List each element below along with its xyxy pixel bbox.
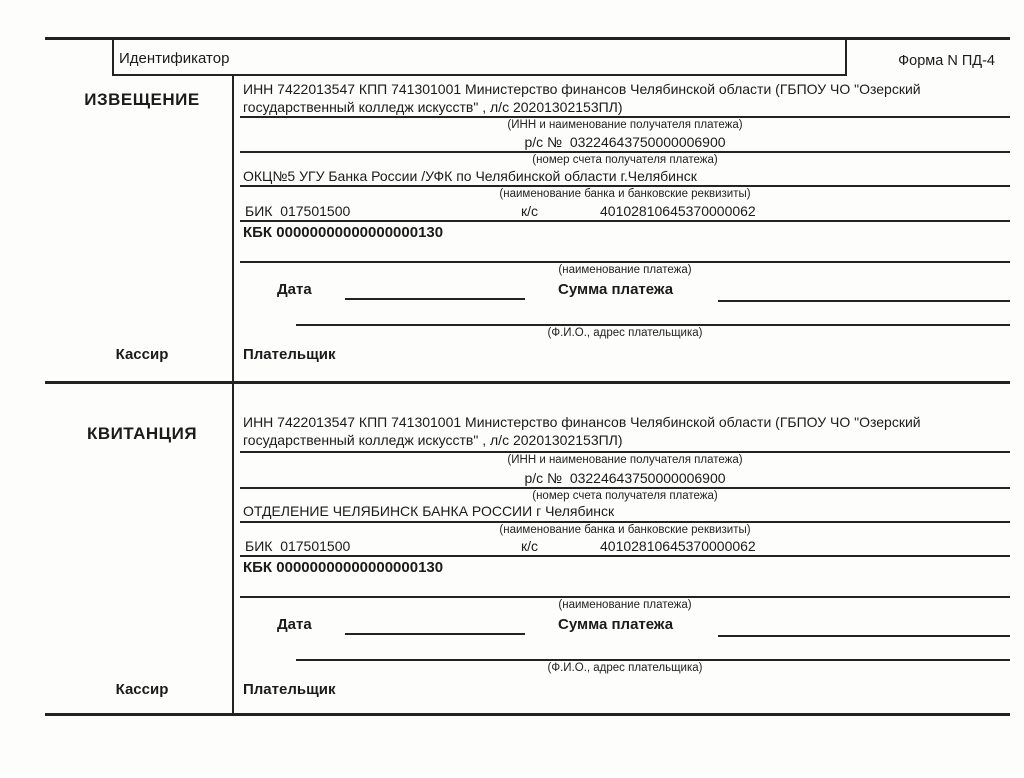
notice-payer-caption: (Ф.И.О., адрес плательщика)	[547, 327, 703, 339]
receipt-recipient-underline	[240, 451, 1010, 453]
notice-payer-label: Плательщик	[243, 346, 336, 363]
notice-recipient-line: ИНН 7422013547 КПП 741301001 Министерство финансов Челябинской области (ГБПОУ ЧО "Озерский государственный колледж искусств" , л/с 20201302153ПЛ)	[243, 81, 921, 115]
notice-amount-label: Сумма платежа	[558, 281, 674, 298]
notice-date-blank-line	[345, 298, 525, 300]
ks-label: к/с	[521, 538, 539, 554]
receipt-cashier-label: Кассир	[115, 681, 169, 698]
receipt-section-title: КВИТАНЦИЯ	[86, 424, 198, 443]
receipt-bank-name: ОТДЕЛЕНИЕ ЧЕЛЯБИНСК БАНКА РОССИИ г Челябинск	[243, 503, 615, 519]
notice-account-row	[240, 134, 1010, 150]
receipt-recipient-line: ИНН 7422013547 КПП 741301001 Министерство финансов Челябинской области (ГБПОУ ЧО "Озерский государственный колледж искусств" , л/с 20201302153ПЛ)	[243, 414, 921, 448]
form-number-label: Форма N ПД-4	[898, 53, 995, 69]
notice-column-separator	[232, 75, 234, 383]
notice-amount-blank-line	[718, 300, 1010, 302]
notice-payer-line	[296, 324, 1010, 326]
receipt-bik-underline	[240, 555, 1010, 557]
bottom-border-line	[45, 713, 1010, 716]
notice-kbk-line: КБК 00000000000000000130	[243, 224, 444, 241]
notice-payment-name-caption: (наименование платежа)	[558, 264, 692, 276]
top-border-line	[45, 37, 1010, 40]
receipt-payer-caption: (Ф.И.О., адрес плательщика)	[547, 662, 703, 674]
notice-account-caption: (номер счета получателя платежа)	[532, 154, 718, 166]
identifier-label: Идентификатор	[119, 50, 230, 67]
notice-account-underline	[240, 151, 1010, 153]
notice-recipient-underline	[240, 116, 1010, 118]
account-no-label: р/с №	[524, 470, 563, 486]
receipt-account-row	[240, 470, 1010, 486]
receipt-bank-underline	[240, 521, 1010, 523]
ks-label: к/с	[521, 203, 539, 219]
receipt-bik-value: 017501500	[280, 538, 351, 554]
notice-date-label: Дата	[277, 281, 312, 298]
receipt-payer-label: Плательщик	[243, 681, 336, 698]
notice-bik-row	[245, 203, 350, 219]
notice-bik-underline	[240, 220, 1010, 222]
notice-account-value: 03224643750000006900	[569, 134, 726, 150]
receipt-date-label: Дата	[277, 616, 312, 633]
bik-label: БИК	[245, 203, 273, 219]
identifier-box-bottom-line	[112, 74, 847, 76]
notice-section-title: ИЗВЕЩЕНИЕ	[84, 90, 200, 109]
receipt-column-separator	[232, 384, 234, 715]
receipt-ks-value: 40102810645370000062	[600, 538, 756, 554]
receipt-payer-line	[296, 659, 1010, 661]
notice-bank-caption: (наименование банка и банковские реквизиты)	[499, 188, 751, 200]
receipt-account-underline	[240, 487, 1010, 489]
receipt-recipient-caption: (ИНН и наименование получателя платежа)	[507, 454, 743, 466]
notice-ks-value: 40102810645370000062	[600, 203, 756, 219]
bik-label: БИК	[245, 538, 273, 554]
receipt-bank-caption: (наименование банка и банковские реквизиты)	[499, 524, 751, 536]
section-divider-line	[45, 381, 1010, 384]
receipt-account-value: 03224643750000006900	[569, 470, 726, 486]
identifier-box-left-line	[112, 37, 114, 76]
notice-payment-name-line	[240, 261, 1010, 263]
receipt-payment-name-line	[240, 596, 1010, 598]
receipt-bik-row	[245, 538, 350, 554]
receipt-kbk-line: КБК 00000000000000000130	[243, 559, 444, 576]
account-no-label: р/с №	[524, 134, 563, 150]
notice-cashier-label: Кассир	[115, 346, 169, 363]
receipt-amount-label: Сумма платежа	[558, 616, 674, 633]
receipt-payment-name-caption: (наименование платежа)	[558, 599, 692, 611]
receipt-date-blank-line	[345, 633, 525, 635]
receipt-account-caption: (номер счета получателя платежа)	[532, 490, 718, 502]
notice-bank-name: ОКЦ№5 УГУ Банка России /УФК по Челябинской области г.Челябинск	[243, 168, 697, 184]
receipt-amount-blank-line	[718, 635, 1010, 637]
identifier-box-right-line	[845, 37, 847, 76]
notice-bank-underline	[240, 185, 1010, 187]
notice-bik-value: 017501500	[280, 203, 351, 219]
notice-recipient-caption: (ИНН и наименование получателя платежа)	[507, 119, 743, 131]
